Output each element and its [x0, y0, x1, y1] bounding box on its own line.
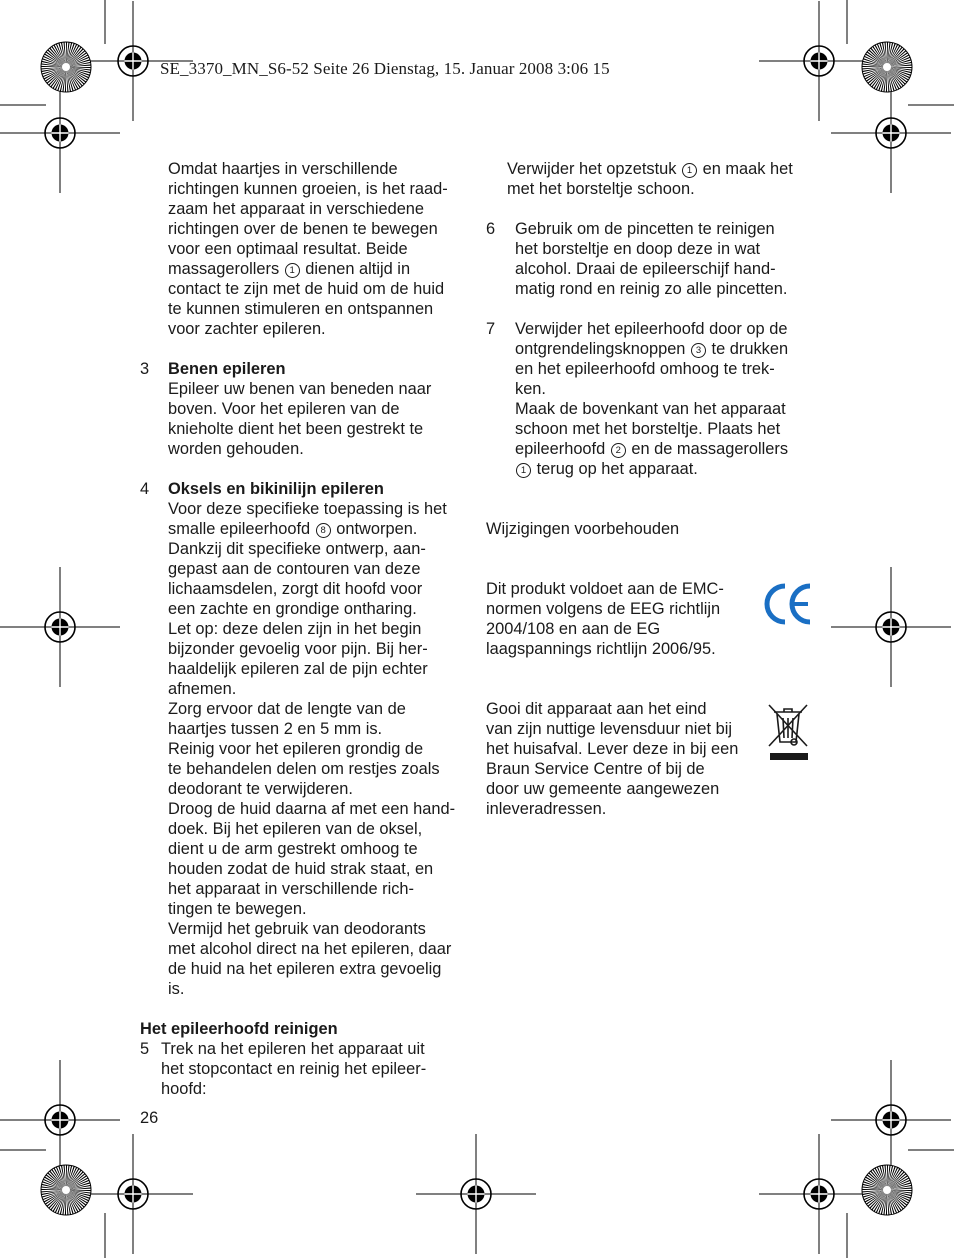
section-heading: Oksels en bikinilijn epileren — [168, 480, 384, 498]
circled-number-1: 1 — [285, 263, 300, 278]
step-number: 7 — [486, 320, 496, 338]
step-5-continued: Verwijder het opzetstuk 1 en maak het met het borsteltje schoon. — [507, 160, 793, 198]
step-number: 4 — [140, 480, 150, 498]
cleaning-heading: Het epileerhoofd reinigen — [140, 1020, 338, 1038]
circled-number-3: 3 — [691, 343, 706, 358]
circled-number-8: 8 — [316, 523, 331, 538]
page-number: 26 — [140, 1109, 159, 1127]
step-number: 3 — [140, 360, 150, 378]
step-number: 5 — [140, 1040, 150, 1058]
left-column — [140, 159, 470, 1099]
emc-notice: Dit produkt voldoet aan de EMC- normen volgens de EEG richtlijn 2004/108 en aan de EG laagspannings richtlijn 2006/95. — [486, 580, 724, 658]
ce-mark-icon — [764, 582, 814, 626]
circled-number-2: 2 — [611, 443, 626, 458]
weee-bin-icon — [766, 702, 812, 766]
circled-number-1: 1 — [516, 463, 531, 478]
disposal-notice: Gooi dit apparaat aan het eind van zijn nuttige levensduur niet bij het huisafval. Lever deze in bij een Braun Service Centre of bij de door uw gemeente aangewezen inleveradressen. — [486, 700, 739, 818]
step-6: 6 Gebruik om de pincetten te reinigen het borsteltje en doop deze in wat alcohol. Draai de epileerschijf hand- matig rond en reinig zo alle pincetten. — [486, 220, 788, 298]
print-slug: SE_3370_MN_S6-52 Seite 26 Dienstag, 15. Januar 2008 3:06 15 — [160, 59, 610, 78]
step-5: 5 Trek na het epileren het apparaat uit het stopcontact en reinig het epileer- hoofd: — [140, 1040, 427, 1098]
changes-reserved: Wijzigingen voorbehouden — [486, 520, 680, 538]
intro-paragraph: Omdat haartjes in verschillende richtingen kunnen groeien, is het raad- zaam het apparaat in verschiedene richtingen over de benen te bewegen voor een optimaal resultat. Beide massagerollers 1 dienen altijd in contact te zijn met de huid om de huid te kunnen stimuleren en ontspannen voor zachter epileren. — [168, 160, 448, 338]
section-heading: Benen epileren — [168, 360, 286, 378]
step-4: 4 Oksels en bikinilijn epileren Voor deze specifieke toepassing is het smalle epileerhoofd 8 ontworpen. Dankzij dit specifieke ontwerp, aan- gepast aan de contouren van deze lichaamsdelen, zorgt dit hoofd voor een zachte en grondige ontharing. Let op: deze delen zijn in het begin bijzonder gevoelig voor pijn. Bij her- haaldelijk epileren zal de pijn echter afnemen. Zorg ervoor dat de lengte van de haartjes tussen 2 en 5 mm is. Reinig voor het epileren grondig de te behandelen delen om restjes zoals deodorant te verwijderen. Droog de huid daarna af met een hand- doek. Bij het epileren van de oksel, dient u de arm gestrekt omhoog te houden zodat de huid strak staat, en het apparaat in verschillende rich- tingen te bewegen. Vermijd het gebruik van deodorants met alcohol direct na het epileren, daar de huid na het epileren extra gevoelig is. — [140, 479, 470, 999]
step-number: 6 — [486, 220, 496, 238]
step-3: 3 Benen epileren Epileer uw benen van beneden naar boven. Voor het epileren van de knieholte dient het been gestrekt te worden gehouden. — [140, 359, 470, 459]
circled-number-1: 1 — [682, 163, 697, 178]
step-7: 7 Verwijder het epileerhoofd door op de ontgrendelingsknoppen 3 te drukken en het epileerhoofd omhoog te trek- ken. Maak de bovenkant van het apparaat schoon met het borsteltje. Plaats het epileerhoofd 2 en de massagerollers 1 terug op het apparaat. — [486, 320, 789, 478]
